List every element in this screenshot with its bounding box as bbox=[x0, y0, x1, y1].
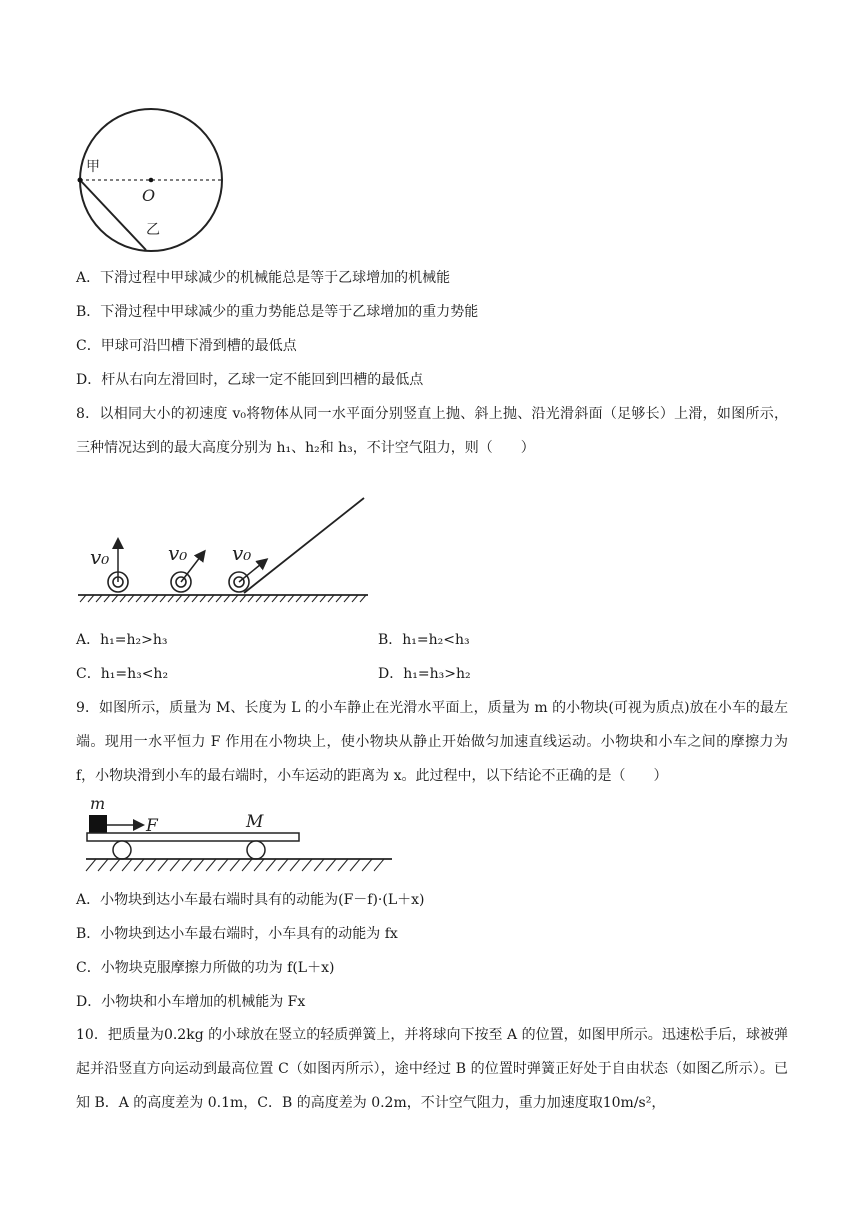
q8-option-a: A．h₁=h₂>h₃ bbox=[76, 632, 168, 648]
ball-jia bbox=[78, 178, 83, 183]
ball-vertical-throw bbox=[108, 540, 128, 592]
label-f: F bbox=[146, 816, 158, 836]
label-big-m: M bbox=[246, 812, 264, 832]
center-point bbox=[149, 178, 154, 183]
q8-option-c: C．h₁=h₃<h₂ bbox=[76, 666, 169, 682]
q9-option-b: B．小物块到达小车最右端时，小车具有的动能为 fx bbox=[76, 926, 398, 942]
v0-label-2: v₀ bbox=[168, 541, 188, 565]
q7-option-d: D．杆从右向左滑回时，乙球一定不能回到凹槽的最低点 bbox=[76, 372, 424, 388]
label-o: O bbox=[142, 186, 156, 205]
v0-label-1: v₀ bbox=[90, 545, 110, 569]
q8-question-text: 8．以相同大小的初速度 v₀将物体从同一水平面分别竖直上抛、斜上抛、沿光滑斜面（足够长）上滑，如图所示，三种情况达到的最大高度分别为 h₁、h₂和 h₃，不计空气阻力，则（ ） bbox=[76, 406, 788, 456]
ground-hatching bbox=[80, 595, 366, 602]
label-m: m bbox=[90, 794, 106, 813]
q8-option-d: D．h₁=h₃>h₂ bbox=[378, 666, 471, 682]
cart-wheel-right bbox=[247, 841, 265, 859]
label-yi: 乙 bbox=[146, 222, 160, 238]
q7-option-c: C．甲球可沿凹槽下滑到槽的最低点 bbox=[76, 338, 297, 354]
q7-option-a: A．下滑过程中甲球减少的机械能总是等于乙球增加的机械能 bbox=[76, 270, 451, 286]
floor-hatching bbox=[86, 859, 384, 871]
cart-wheel-left bbox=[113, 841, 131, 859]
q9-option-a: A．小物块到达小车最右端时具有的动能为(F－f)·(L＋x) bbox=[76, 892, 425, 908]
figure-q7-circle-groove bbox=[76, 104, 228, 256]
q9-question-text: 9．如图所示，质量为 M、长度为 L 的小车静止在光滑水平面上，质量为 m 的小物块(可视为质点)放在小车的最左端。现用一水平恒力 F 作用在小物块上，使小物块从静止开始做匀加速直线运动。小物块和小车之间的摩擦力为 f，小物块滑到小车的最右端时，小车运动的距离为 x。此过程中，以下结论不正确的是（ ） bbox=[76, 700, 788, 784]
cart-board bbox=[87, 833, 299, 841]
q8-option-b: B．h₁=h₂<h₃ bbox=[378, 632, 470, 648]
figure-q8-projectiles bbox=[76, 494, 376, 606]
q10-question-text: 10．把质量为0.2kg 的小球放在竖立的轻质弹簧上，并将球向下按至 A 的位置，如图甲所示。迅速松手后，球被弹起并沿竖直方向运动到最高位置 C（如图丙所示），途中经过 B 的位置时弹簧正好处于自由状态（如图乙所示）。已知 B．A 的高度差为 0.1m，C．B 的高度差为 0.2m，不计空气阻力，重力加速度取10m/s²， bbox=[76, 1027, 788, 1111]
label-jia: 甲 bbox=[86, 159, 100, 175]
v0-label-3: v₀ bbox=[232, 541, 252, 565]
q9-option-d: D．小物块和小车增加的机械能为 Fx bbox=[76, 994, 306, 1010]
incline-line bbox=[244, 498, 364, 593]
figure-q9-cart-block bbox=[80, 793, 396, 875]
q9-option-c: C．小物块克服摩擦力所做的功为 f(L＋x) bbox=[76, 960, 335, 976]
small-block bbox=[89, 815, 107, 833]
q7-option-b: B．下滑过程中甲球减少的重力势能总是等于乙球增加的重力势能 bbox=[76, 304, 479, 320]
